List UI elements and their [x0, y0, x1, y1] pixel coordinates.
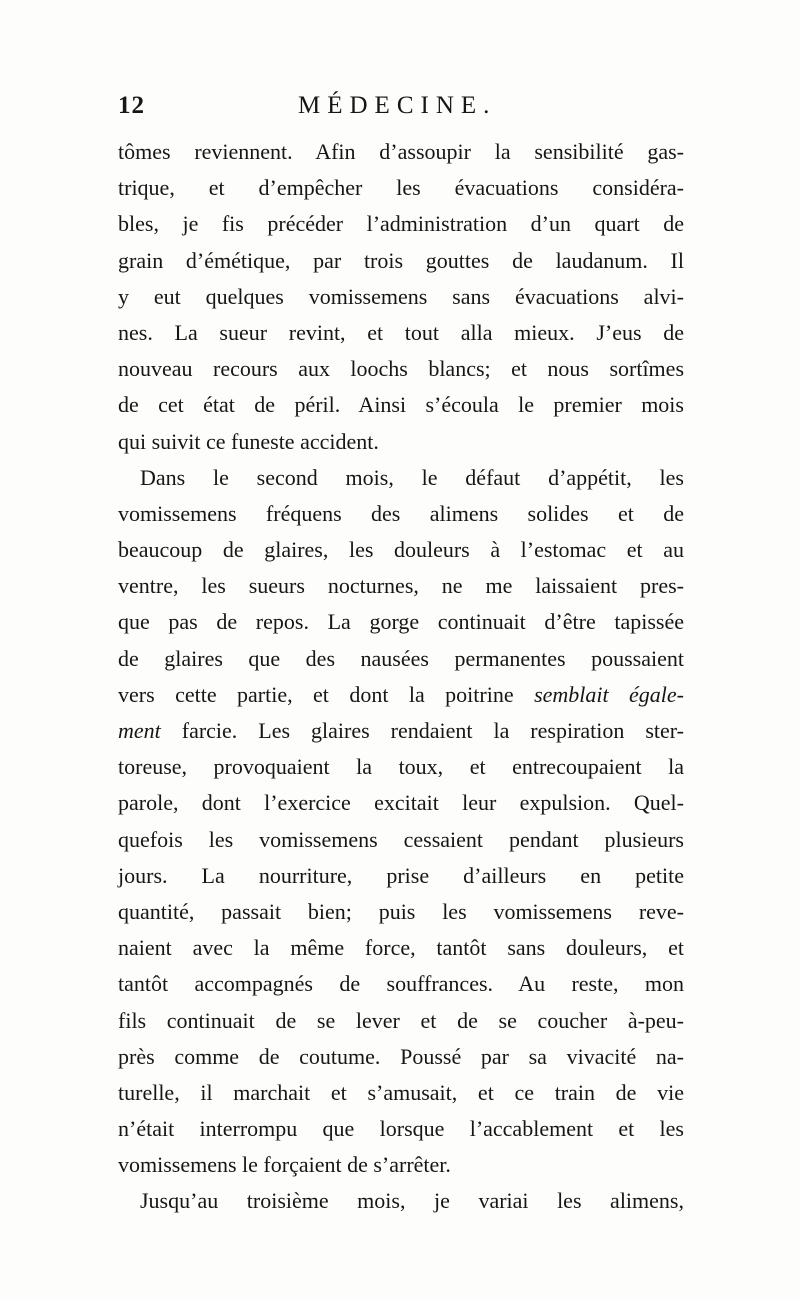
- text-line: turelle, il marchait et s’amusait, et ce train de vie: [118, 1079, 684, 1105]
- text-fragment: vers cette partie, et dont la poitrine: [118, 681, 514, 707]
- text-line: tantôt accompagnés de souffrances. Au reste, mon: [118, 971, 684, 997]
- text-fragment: farcie. Les glaires rendaient la respiration ster-: [181, 718, 685, 743]
- paragraph-end-line: qui suivit ce funeste accident.: [118, 428, 379, 454]
- page-number: 12: [118, 92, 145, 119]
- text-line: vomissemens fréquens des alimens solides et de: [118, 500, 684, 526]
- paragraph-end-line: vomissemens le forçaient de s’arrêter.: [118, 1152, 451, 1178]
- text-line: nouveau recours aux loochs blancs; et nous sortîmes: [118, 356, 684, 382]
- text-line: de cet état de péril. Ainsi s’écoula le premier mois: [118, 392, 684, 418]
- running-title: MÉDECINE.: [298, 92, 497, 119]
- text-line: trique, et d’empêcher les évacuations considéra-: [118, 175, 684, 201]
- text-line: fils continuait de se lever et de se coucher à-peu-: [118, 1007, 684, 1033]
- text-line: naient avec la même force, tantôt sans douleurs, et: [118, 935, 684, 961]
- text-line: parole, dont l’exercice excitait leur expulsion. Quel-: [118, 790, 684, 816]
- paragraph-start-line: Jusqu’au troisième mois, je variai les alimens,: [140, 1188, 684, 1214]
- text-line: [118, 677, 684, 713]
- text-line: grain d’émétique, par trois gouttes de laudanum. Il: [118, 247, 684, 273]
- page-header: [118, 92, 684, 132]
- paragraph-start-line: Dans le second mois, le défaut d’appétit, les: [140, 464, 684, 490]
- text-line: toreuse, provoquaient la toux, et entrecoupaient la: [118, 754, 684, 780]
- text-line: près comme de coutume. Poussé par sa vivacité na-: [118, 1043, 684, 1069]
- text-line: y eut quelques vomissemens sans évacuations alvi-: [118, 283, 684, 309]
- text-line: de glaires que des nausées permanentes poussaient: [118, 645, 684, 671]
- italic-text: ment: [118, 718, 161, 743]
- text-line: quefois les vomissemens cessaient pendant plusieurs: [118, 826, 684, 852]
- text-line: ventre, les sueurs nocturnes, ne me laissaient pres-: [118, 573, 684, 599]
- text-line: beaucoup de glaires, les douleurs à l’estomac et au: [118, 537, 684, 563]
- text-line: quantité, passait bien; puis les vomissemens reve-: [118, 898, 684, 924]
- text-line: nes. La sueur revint, et tout alla mieux. J’eus de: [118, 319, 684, 345]
- text-line: n’était interrompu que lorsque l’accablement et les: [118, 1116, 684, 1142]
- text-line: bles, je fis précéder l’administration d’un quart de: [118, 211, 684, 237]
- text-line: tômes reviennent. Afin d’assoupir la sensibilité gas-: [118, 139, 684, 164]
- text-line: [118, 713, 684, 749]
- text-line: jours. La nourriture, prise d’ailleurs en petite: [118, 862, 684, 888]
- text-line: que pas de repos. La gorge continuait d’être tapissée: [118, 609, 684, 635]
- italic-text: semblait égale-: [534, 681, 685, 707]
- body-text: [118, 134, 684, 1220]
